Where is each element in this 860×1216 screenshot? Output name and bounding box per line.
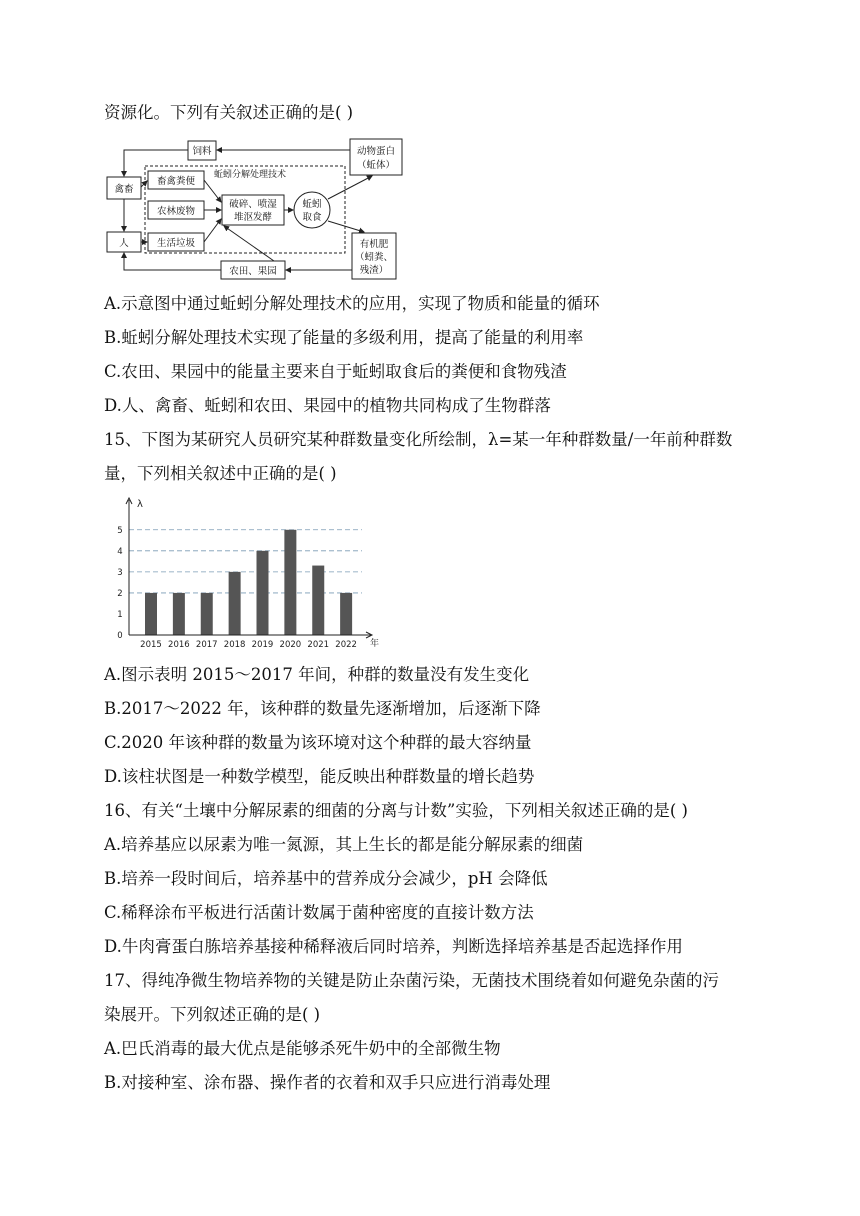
fertilizer-label-3: 残渣） bbox=[359, 265, 389, 276]
x-tick-label: 2020 bbox=[279, 640, 302, 650]
q15-option-c: C.2020 年该种群的数量为该环境对这个种群的最大容纳量 bbox=[104, 733, 532, 752]
q15-stem-line1: 15、下图为某研究人员研究某种群数量变化所绘制，λ=某一年种群数量/一年前种群数 bbox=[104, 430, 733, 449]
q14-stem-tail: 资源化。下列有关叙述正确的是( ) bbox=[104, 103, 354, 122]
x-tick-label: 2015 bbox=[140, 640, 162, 650]
bar-2017 bbox=[201, 593, 213, 635]
q15-option-d: D.该柱状图是一种数学模型，能反映出种群数量的增长趋势 bbox=[104, 767, 535, 786]
manure-label: 畜禽粪便 bbox=[156, 176, 196, 187]
forestry-label: 农林废物 bbox=[156, 206, 196, 217]
farm-label: 农田、果园 bbox=[229, 266, 277, 277]
q16-option-d: D.牛肉膏蛋白胨培养基接种稀释液后同时培养，判断选择培养基是否起选择作用 bbox=[104, 937, 683, 956]
q16-option-c: C.稀释涂布平板进行活菌计数属于菌种密度的直接计数方法 bbox=[104, 903, 534, 922]
q14-option-d: D.人、禽畜、蚯蚓和农田、果园中的植物共同构成了生物群落 bbox=[104, 396, 551, 415]
y-tick-label: 3 bbox=[117, 567, 123, 578]
bar-2015 bbox=[145, 593, 157, 635]
x-tick-label: 2021 bbox=[307, 640, 330, 650]
lambda-bar-chart bbox=[104, 494, 394, 650]
bar-2021 bbox=[312, 566, 324, 635]
x-tick-label: 2016 bbox=[168, 640, 190, 650]
fertilizer-label-2: （蚓粪、 bbox=[354, 252, 394, 263]
q16-option-b: B.培养一段时间后，培养基中的营养成分会减少，pH 会降低 bbox=[104, 869, 548, 888]
bar-2018 bbox=[229, 572, 241, 635]
q14-option-c: C.农田、果园中的能量主要来自于蚯蚓取食后的粪便和食物残渣 bbox=[104, 362, 567, 381]
q16-option-a: A.培养基应以尿素为唯一氮源，其上生长的都是能分解尿素的细菌 bbox=[104, 835, 584, 854]
tech-label: 蚯蚓分解处理技术 bbox=[213, 170, 287, 180]
human-label: 人 bbox=[119, 238, 129, 249]
feed-label: 饲料 bbox=[192, 146, 212, 157]
q17-stem-line2: 染展开。下列叙述正确的是( ) bbox=[104, 1005, 321, 1024]
y-tick-label: 4 bbox=[117, 546, 123, 557]
garbage-label: 生活垃圾 bbox=[156, 238, 196, 249]
protein-label-2: （蚯体） bbox=[356, 160, 396, 171]
crush-label-1: 破碎、喷湿 bbox=[229, 199, 277, 210]
fertilizer-label-1: 有机肥 bbox=[359, 239, 389, 250]
y-tick-label: 5 bbox=[117, 525, 123, 536]
bar-2019 bbox=[257, 551, 269, 635]
q15-stem-line2: 量，下列相关叙述中正确的是( ) bbox=[104, 464, 337, 483]
crush-label-2: 堆沤发酵 bbox=[233, 212, 273, 223]
x-axis-label: 年 bbox=[370, 639, 380, 649]
x-tick-label: 2022 bbox=[335, 640, 357, 650]
y-tick-label: 1 bbox=[117, 609, 123, 620]
bar-2022 bbox=[340, 593, 352, 635]
bar-2016 bbox=[173, 593, 185, 635]
bar-2020 bbox=[284, 530, 296, 635]
worm-label-1: 蚯蚓 bbox=[302, 199, 322, 210]
y-tick-label: 2 bbox=[117, 588, 123, 599]
q17-option-b: B.对接种室、涂布器、操作者的衣着和双手只应进行消毒处理 bbox=[104, 1073, 551, 1092]
x-tick-label: 2019 bbox=[251, 640, 274, 650]
earthworm-flow-diagram bbox=[104, 137, 424, 285]
x-tick-label: 2018 bbox=[223, 640, 246, 650]
livestock-label: 禽畜 bbox=[114, 184, 134, 195]
x-tick-label: 2017 bbox=[195, 640, 218, 650]
y-tick-label: 0 bbox=[117, 631, 123, 641]
q14-option-a: A.示意图中通过蚯蚓分解处理技术的应用，实现了物质和能量的循环 bbox=[104, 294, 600, 313]
q14-option-b: B.蚯蚓分解处理技术实现了能量的多级利用，提高了能量的利用率 bbox=[104, 328, 584, 347]
q17-option-a: A.巴氏消毒的最大优点是能够杀死牛奶中的全部微生物 bbox=[104, 1039, 501, 1058]
protein-label-1: 动物蛋白 bbox=[356, 146, 396, 157]
y-axis-label: λ bbox=[137, 499, 143, 510]
q17-stem-line1: 17、得纯净微生物培养物的关键是防止杂菌污染，无菌技术围绕着如何避免杂菌的污 bbox=[104, 971, 719, 990]
q15-option-a: A.图示表明 2015～2017 年间，种群的数量没有发生变化 bbox=[104, 665, 530, 684]
worm-label-2: 取食 bbox=[302, 212, 322, 223]
q16-stem: 16、有关“土壤中分解尿素的细菌的分离与计数”实验，下列相关叙述正确的是( ) bbox=[104, 801, 688, 820]
q15-option-b: B.2017～2022 年，该种群的数量先逐渐增加，后逐渐下降 bbox=[104, 699, 541, 718]
